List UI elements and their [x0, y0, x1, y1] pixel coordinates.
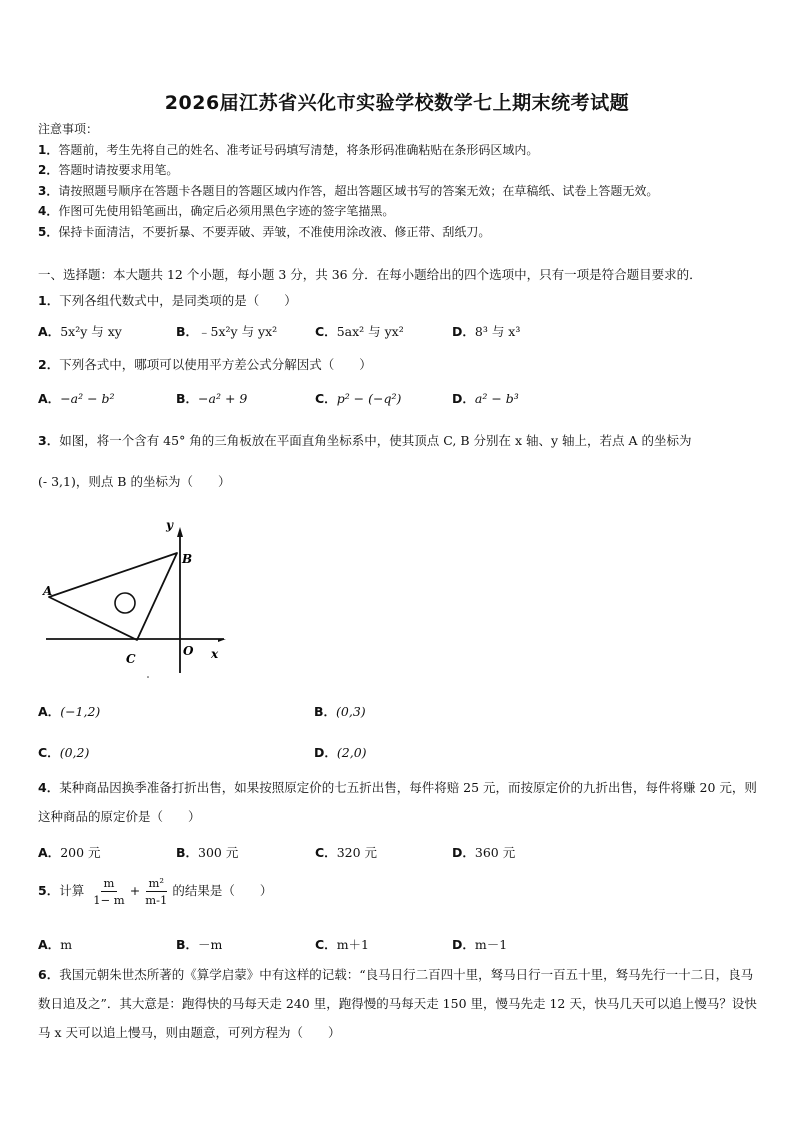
fraction-1	[90, 876, 128, 907]
question-stem: 下列各组代数式中，是同类项的是（ ）	[59, 293, 297, 308]
option-c[interactable]	[38, 743, 89, 761]
option-d[interactable]	[452, 935, 507, 953]
option-letter: B．	[176, 391, 199, 406]
option-text: (−1,2)	[60, 704, 101, 719]
notice-heading: 注意事项：	[38, 122, 99, 136]
fraction-numerator: m²	[146, 876, 168, 892]
option-text: 300 元	[198, 845, 239, 860]
option-a[interactable]	[38, 935, 72, 953]
label-b: B	[182, 552, 193, 566]
notice-item	[38, 181, 763, 202]
option-text: 320 元	[336, 845, 378, 860]
option-letter: C．	[315, 937, 337, 952]
option-text: 5x²y 与 xy	[60, 324, 122, 339]
option-c[interactable]	[315, 322, 404, 340]
notice-number: 1．	[38, 142, 59, 157]
option-letter: B．	[176, 845, 199, 860]
option-d[interactable]	[314, 743, 367, 761]
option-b[interactable]	[176, 389, 247, 407]
option-a[interactable]	[38, 843, 101, 861]
option-text: −a² + 9	[198, 391, 248, 406]
question-6	[38, 960, 758, 1047]
question-3-line2: (- 3,1)，则点 B 的坐标为（ ）	[38, 474, 231, 489]
notice-text: 答题时请按要求用笔。	[58, 163, 179, 177]
option-text: p² − (−q²)	[336, 391, 402, 406]
option-text: (2,0)	[336, 745, 367, 760]
option-a[interactable]	[38, 702, 100, 720]
notice-item	[38, 140, 763, 161]
label-x: x	[211, 647, 219, 661]
section-heading: 一、选择题：本大题共 12 个小题，每小题 3 分，共 36 分．在每小题给出的四个选项中，只有一项是符合题目要求的．	[38, 267, 702, 282]
page-title: 2026届江苏省兴化市实验学校数学七上期末统考试题	[164, 92, 630, 114]
option-text: a² − b³	[474, 391, 519, 406]
option-letter: D．	[452, 845, 475, 860]
option-c[interactable]	[315, 843, 377, 861]
question-5	[38, 876, 272, 907]
label-c: C	[126, 652, 136, 666]
option-letter: C．	[38, 745, 60, 760]
y-axis-arrow-icon	[177, 527, 183, 537]
option-b[interactable]	[314, 702, 366, 720]
fraction-denominator: 1− m	[93, 893, 125, 907]
plus-sign: +	[129, 883, 141, 898]
option-letter: C．	[315, 845, 337, 860]
notice-number: 2．	[38, 163, 59, 177]
notice-number: 5．	[38, 224, 59, 239]
option-c[interactable]	[315, 935, 369, 953]
x-axis-arrow-icon	[218, 639, 226, 642]
option-text: 5ax² 与 yx²	[336, 324, 404, 339]
question-2	[38, 355, 372, 373]
option-b[interactable]	[176, 935, 222, 953]
label-o: O	[183, 644, 194, 658]
option-letter: D．	[452, 391, 475, 406]
triangle	[49, 553, 177, 640]
question-stem: 某种商品因换季准备打折出售，如果按照原定价的七五折出售，每件将赔 25 元，而按原定价的九折出售，每件将赚 20 元，则这种商品的原定价是（ ）	[38, 780, 757, 824]
question-number: 4．	[38, 780, 60, 795]
option-letter: A．	[38, 324, 61, 339]
option-text: (0,2)	[59, 745, 90, 760]
options-q2	[38, 389, 758, 411]
option-text: 200 元	[60, 845, 101, 860]
option-letter: D．	[452, 937, 475, 952]
question-stem-line1: 如图，将一个含有 45° 角的三角板放在平面直角坐标系中，使其顶点 C, B 分别在 x 轴、y 轴上，若点 A 的坐标为	[59, 433, 692, 448]
option-letter: A．	[38, 937, 61, 952]
fraction-denominator: m-1	[145, 893, 168, 907]
options-q3-row1	[38, 702, 758, 724]
option-a[interactable]	[38, 322, 122, 340]
option-b[interactable]	[176, 843, 238, 861]
option-text: －m	[198, 937, 223, 952]
question-stem: 下列各式中，哪项可以使用平方差公式分解因式（ ）	[59, 357, 372, 372]
options-q5	[38, 935, 758, 957]
question-3	[38, 431, 692, 449]
options-q4	[38, 843, 758, 865]
question-stem-prefix: 计算	[59, 883, 85, 898]
option-letter: A．	[38, 391, 61, 406]
option-letter: D．	[314, 745, 337, 760]
question-number: 5．	[38, 883, 60, 898]
notice-block	[38, 119, 763, 242]
option-text: m	[60, 937, 73, 952]
question-stem: 我国元朝朱世杰所著的《算学启蒙》中有这样的记载：“良马日行二百四十里，驽马日行一百五十里，驽马先行一十二日，良马数日追及之”．其大意是：跑得快的马每天走 240 里，跑得慢的马每天走 150 里，慢马先走 12 天，快马几天可以追上慢马？设快马 x 天可以追上慢马，则由题意，可列方程为（ ）	[38, 967, 757, 1040]
option-text: m－1	[474, 937, 508, 952]
option-b[interactable]	[176, 322, 277, 340]
notice-text: 请按照题号顺序在答题卡各题目的答题区域内作答，超出答题区域书写的答案无效；在草稿纸、试卷上答题无效。	[58, 183, 659, 198]
notice-item	[38, 201, 763, 222]
option-letter: A．	[38, 704, 61, 719]
notice-number: 3．	[38, 183, 59, 198]
question-4	[38, 773, 758, 831]
option-text: (0,3)	[336, 704, 366, 719]
question-number: 3．	[38, 433, 60, 448]
option-c[interactable]	[315, 389, 401, 407]
fraction-2	[142, 876, 170, 907]
notice-text: 答题前，考生先将自己的姓名、准考证号码填写清楚，将条形码准确粘贴在条形码区域内。	[58, 142, 539, 157]
option-d[interactable]	[452, 389, 519, 407]
label-y: y	[166, 518, 173, 532]
notice-item	[38, 222, 763, 243]
coordinate-figure	[40, 515, 240, 685]
question-number: 1．	[38, 293, 60, 308]
option-text: ﹣5x²y 与 yx²	[198, 324, 278, 339]
option-a[interactable]	[38, 389, 115, 407]
speck	[147, 676, 149, 678]
fraction-numerator: m	[101, 876, 118, 892]
option-letter: B．	[314, 704, 337, 719]
option-letter: B．	[176, 324, 199, 339]
triangle-diagram	[40, 515, 240, 685]
option-letter: B．	[176, 937, 199, 952]
option-text: −a² − b²	[60, 391, 115, 406]
question-number: 6．	[38, 967, 60, 982]
option-letter: D．	[452, 324, 475, 339]
notice-item	[38, 160, 763, 181]
option-text: 8³ 与 x³	[474, 324, 521, 339]
option-d[interactable]	[452, 322, 520, 340]
option-letter: C．	[315, 324, 337, 339]
question-stem-suffix: 的结果是（ ）	[172, 883, 273, 898]
question-number: 2．	[38, 357, 60, 372]
options-q3-row2	[38, 743, 758, 765]
label-a: A	[43, 584, 53, 598]
options-q1	[38, 322, 758, 344]
option-letter: C．	[315, 391, 337, 406]
notice-text: 保持卡面清洁，不要折暴、不要弄破、弄皱，不准使用涂改液、修正带、刮纸刀。	[58, 224, 491, 239]
notice-text: 作图可先使用铅笔画出，确定后必须用黑色字迹的签字笔描黑。	[58, 204, 395, 218]
option-text: 360 元	[474, 845, 516, 860]
triangle-hole	[115, 593, 135, 613]
question-1	[38, 291, 297, 309]
option-text: m＋1	[336, 937, 369, 952]
option-letter: A．	[38, 845, 61, 860]
option-d[interactable]	[452, 843, 515, 861]
notice-number: 4．	[38, 204, 59, 218]
